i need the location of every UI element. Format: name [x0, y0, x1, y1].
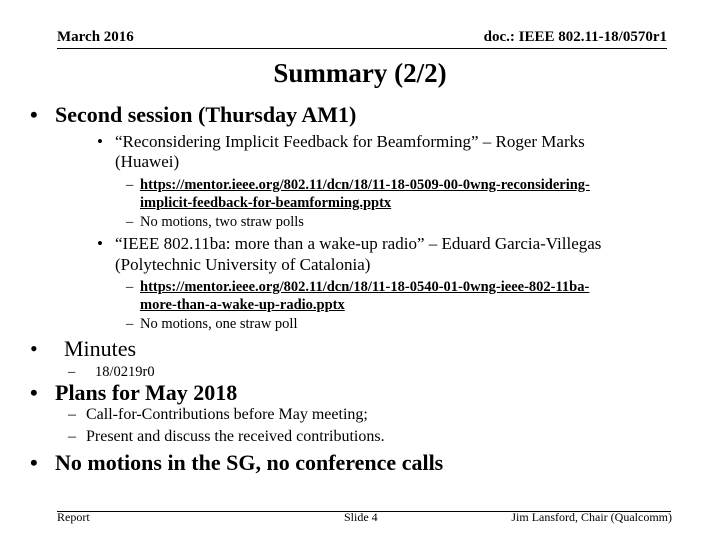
plan-present-discuss: Present and discuss the received contributions. — [86, 428, 385, 445]
link-wake-up-radio-line1[interactable]: https://mentor.ieee.org/802.11/dcn/18/11-18-0540-01-0wng-ieee-802-11ba- — [140, 279, 590, 295]
dash-marker: – — [126, 177, 134, 193]
dash-marker: – — [126, 214, 134, 230]
bullet-marker: • — [30, 450, 38, 475]
bullet-marker: • — [30, 336, 38, 361]
link-reconsidering-line1[interactable]: https://mentor.ieee.org/802.11/dcn/18/11-18-0509-00-0wng-reconsidering- — [140, 177, 590, 193]
bullet-plans-may-2018: Plans for May 2018 — [55, 380, 238, 405]
bullet-marker: • — [97, 234, 103, 253]
minutes-doc-ref: 18/0219r0 — [95, 364, 155, 380]
item-wake-up-radio-line2: (Polytechnic University of Catalonia) — [115, 255, 371, 274]
dash-marker: – — [68, 406, 76, 423]
plan-call-for-contributions: Call-for-Contributions before May meeting; — [86, 406, 368, 423]
footer-author: Jim Lansford, Chair (Qualcomm) — [511, 510, 672, 524]
item-wake-up-radio-line1: “IEEE 802.11ba: more than a wake-up radio” – Eduard Garcia-Villegas — [115, 234, 602, 253]
note-one-straw-poll: No motions, one straw poll — [140, 316, 298, 332]
link-wake-up-radio-line2[interactable]: more-than-a-wake-up-radio.pptx — [140, 297, 345, 313]
bullet-marker: • — [30, 380, 38, 405]
link-reconsidering-line2[interactable]: implicit-feedback-for-beamforming.pptx — [140, 195, 392, 211]
header-divider — [57, 48, 667, 49]
bullet-minutes: Minutes — [64, 336, 137, 361]
bullet-marker: • — [97, 132, 103, 151]
header-date: March 2016 — [57, 29, 134, 45]
bullet-second-session: Second session (Thursday AM1) — [55, 102, 357, 127]
slide-title: Summary (2/2) — [273, 58, 447, 88]
item-reconsidering-line1: “Reconsidering Implicit Feedback for Beamforming” – Roger Marks — [115, 132, 585, 151]
bullet-marker: • — [30, 102, 38, 127]
bullet-no-motions: No motions in the SG, no conference calls — [55, 450, 444, 475]
footer-slide-number: Slide 4 — [344, 510, 378, 524]
header-doc-id: doc.: IEEE 802.11-18/0570r1 — [483, 29, 667, 45]
dash-marker: – — [68, 428, 76, 445]
item-reconsidering-line2: (Huawei) — [115, 152, 180, 171]
footer-left: Report — [57, 510, 90, 524]
dash-marker: – — [126, 279, 134, 295]
dash-marker: – — [126, 316, 134, 332]
dash-marker: – — [68, 364, 76, 380]
note-two-straw-polls: No motions, two straw polls — [140, 214, 304, 230]
